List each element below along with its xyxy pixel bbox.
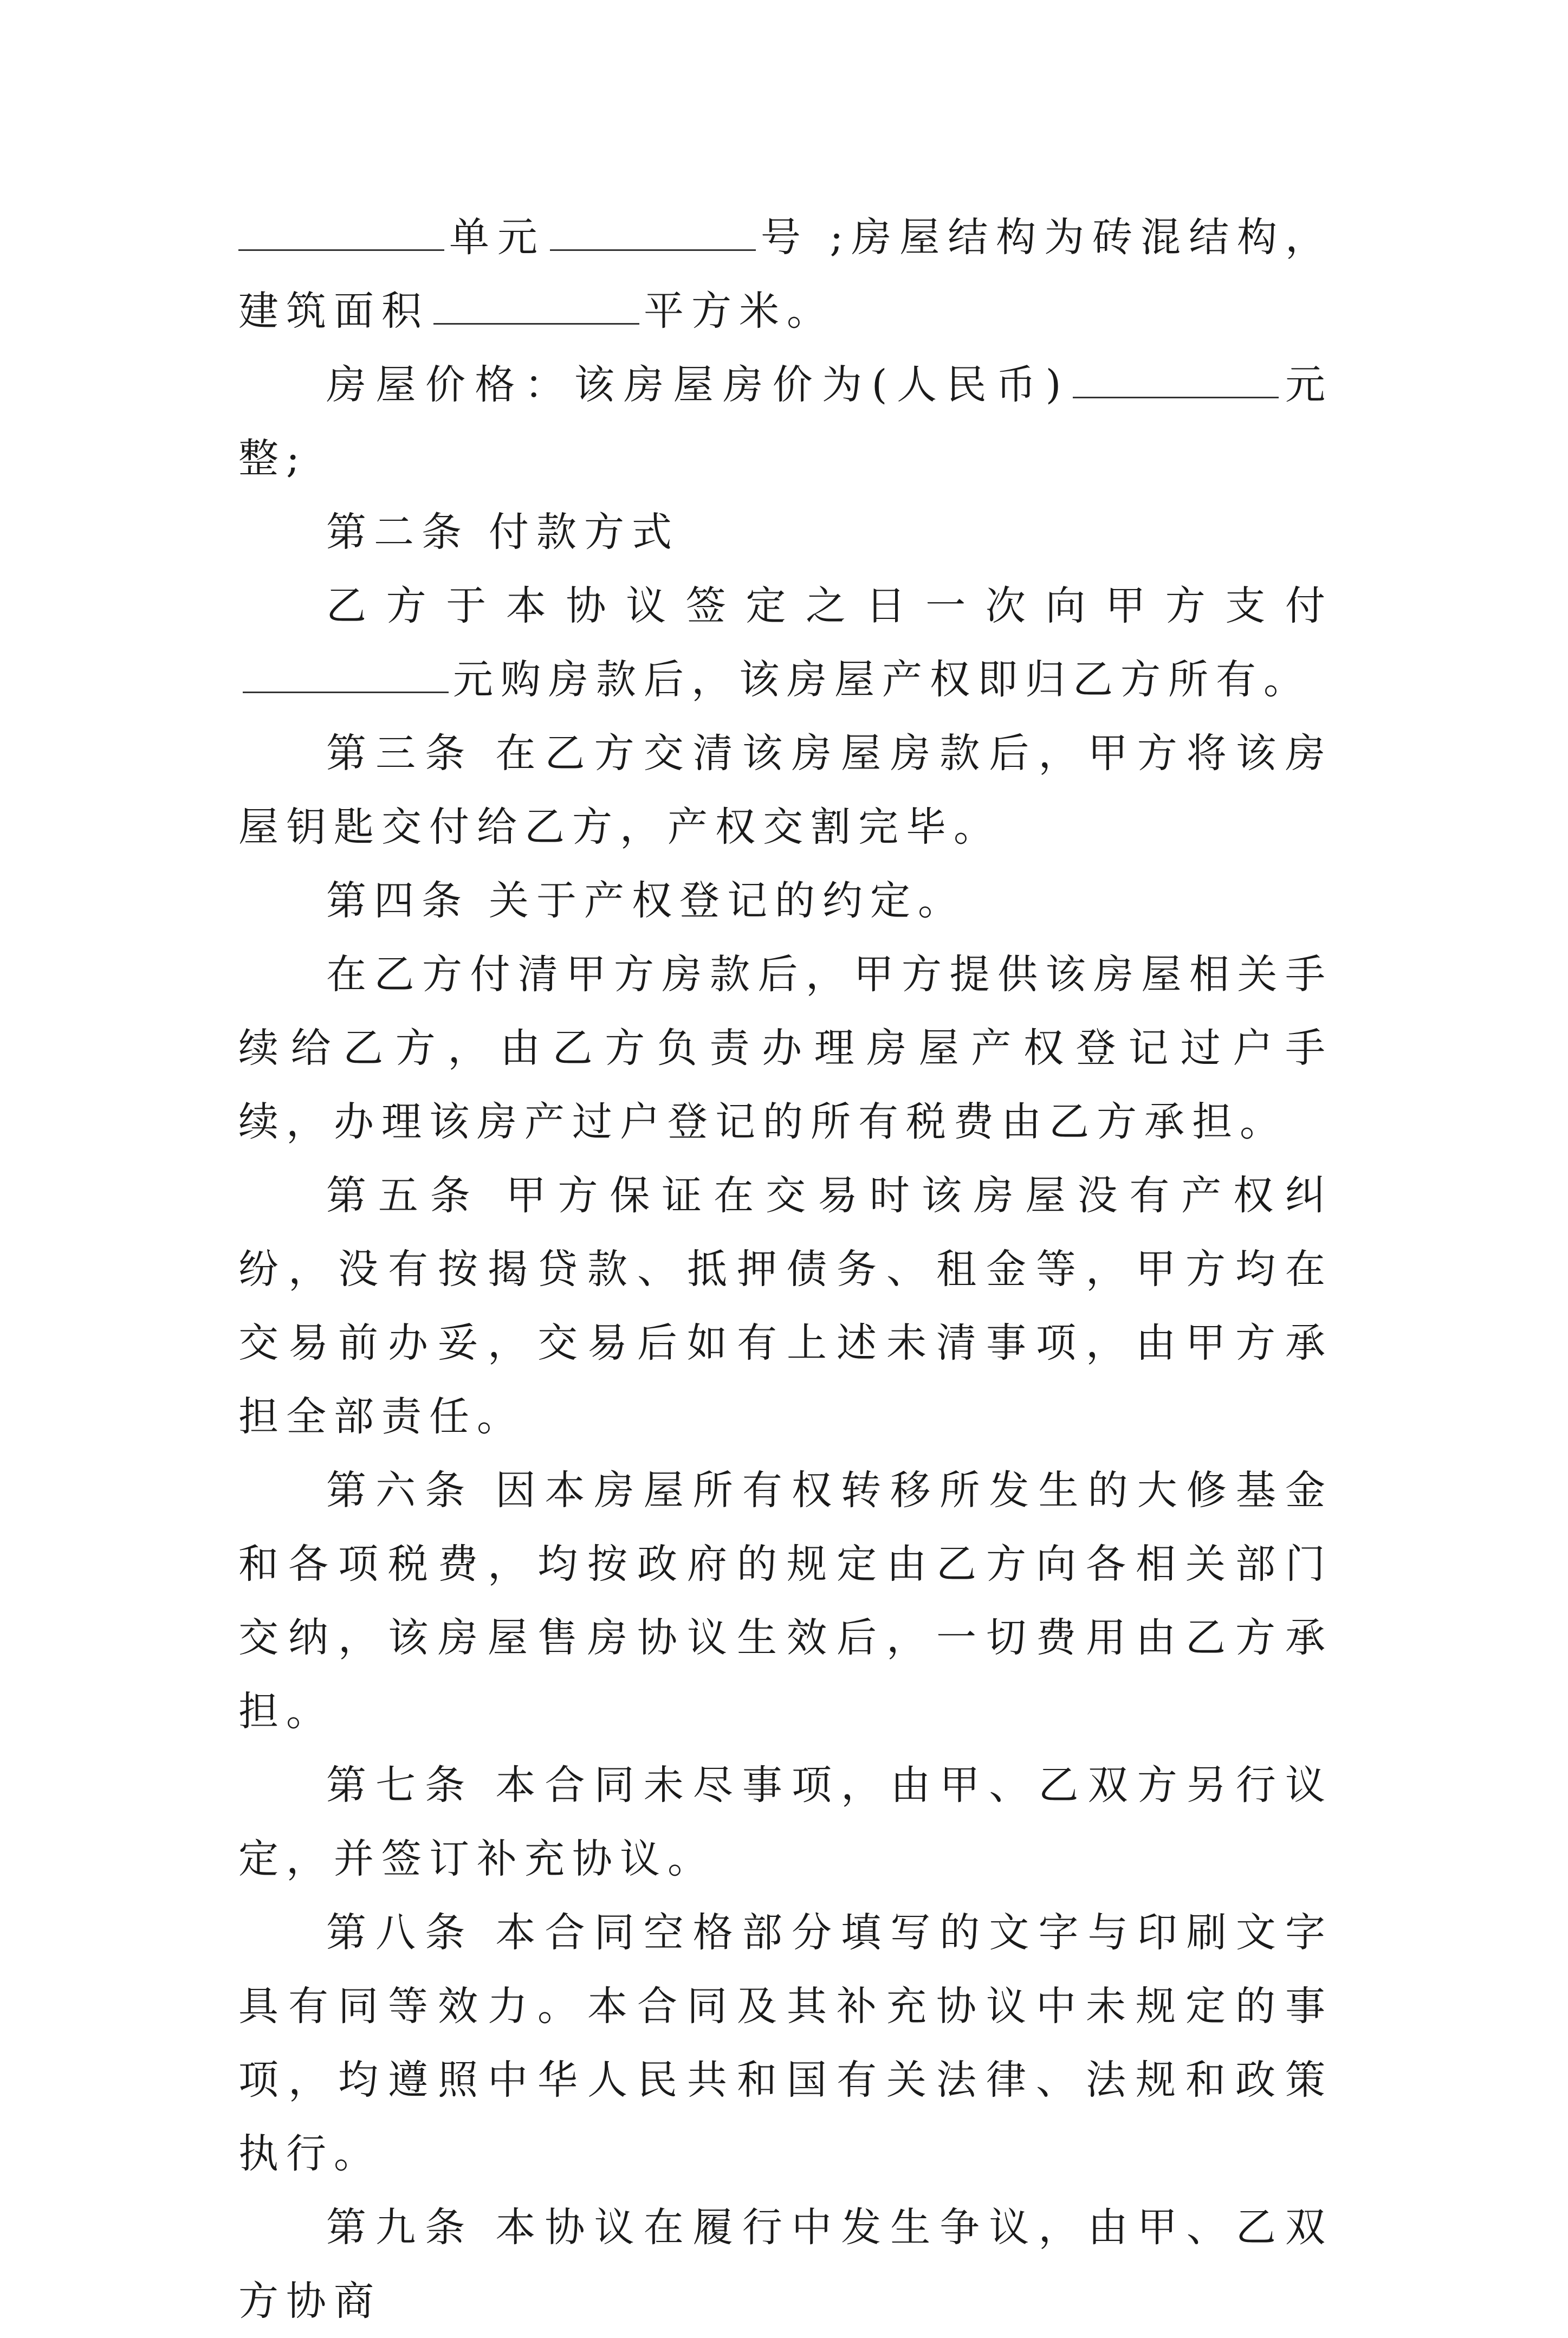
- clause-2-heading: [238, 495, 1333, 569]
- price-unit: 元整;: [238, 361, 1333, 482]
- clause-text: 关于产权登记的约定。: [489, 877, 966, 924]
- blank-unit[interactable]: [550, 211, 756, 251]
- clause-7: [238, 1748, 1333, 1896]
- clause-number: 第六条: [326, 1467, 475, 1514]
- clause-5: [238, 1159, 1333, 1454]
- clause-6: [238, 1454, 1333, 1748]
- clause-number: 第九条: [326, 2204, 475, 2251]
- clause-number: 第二条: [326, 509, 469, 556]
- clause-number: 第八条: [326, 1909, 475, 1956]
- clause-number: 第七条: [326, 1762, 475, 1809]
- clause-text: 甲方保证在交易时该房屋没有产权纠纷，没有按揭贷款、抵押债务、租金等，甲方均在交易前办妥，交易后如有上述未清事项，由甲方承担全部责任。: [238, 1172, 1333, 1440]
- contract-body: [238, 201, 1333, 2338]
- blank-building[interactable]: [238, 211, 444, 251]
- clause-text: 在乙方交清该房屋房款后，甲方将该房屋钥匙交付给乙方，产权交割完毕。: [238, 730, 1333, 850]
- unit-label: 单元: [449, 214, 546, 261]
- clause-title: 付款方式: [489, 509, 679, 556]
- clause-number: 第五条: [326, 1172, 482, 1219]
- blank-price[interactable]: [1073, 359, 1279, 398]
- area-label: 平方米。: [644, 288, 834, 334]
- paragraph-price: [238, 348, 1333, 495]
- clause-text: 因本房屋所有权转移所发生的大修基金和各项税费，均按政府的规定由乙方向各相关部门交纳，该房屋售房协议生效后，一切费用由乙方承担。: [238, 1467, 1333, 1735]
- number-label: 号 ;房屋结构为砖混结构，建筑面积: [238, 214, 1333, 334]
- clause-number: 第三条: [326, 730, 475, 777]
- paragraph-registration: [238, 938, 1333, 1159]
- clause-number: 第四条: [326, 877, 469, 924]
- clause-4-heading: [238, 864, 1333, 938]
- clause-9: [238, 2191, 1333, 2338]
- clause-8: [238, 1896, 1333, 2191]
- payment-text-2: 元购房款后，该房屋产权即归乙方所有。: [453, 656, 1311, 703]
- payment-text: 乙方于本协议签定之日一次向甲方支付: [326, 583, 1333, 629]
- clause-text: 本协议在履行中发生争议，由甲、乙双方协商: [238, 2204, 1333, 2324]
- clause-text: 本合同未尽事项，由甲、乙双方另行议定，并签订补充协议。: [238, 1762, 1333, 1882]
- clause-text: 本合同空格部分填写的文字与印刷文字具有同等效力。本合同及其补充协议中未规定的事项，均遵照中华人民共和国有关法律、法规和政策执行。: [238, 1909, 1333, 2177]
- price-label: 房屋价格：该房屋房价为(人民币): [326, 361, 1069, 408]
- paragraph-unit-area: [238, 201, 1333, 348]
- blank-payment[interactable]: [243, 654, 449, 693]
- blank-area[interactable]: [433, 285, 639, 325]
- paragraph-payment: [238, 569, 1333, 716]
- clause-text: 在乙方付清甲方房款后，甲方提供该房屋相关手续给乙方，由乙方负责办理房屋产权登记过户手续，办理该房产过户登记的所有税费由乙方承担。: [238, 951, 1333, 1145]
- clause-3: [238, 716, 1333, 864]
